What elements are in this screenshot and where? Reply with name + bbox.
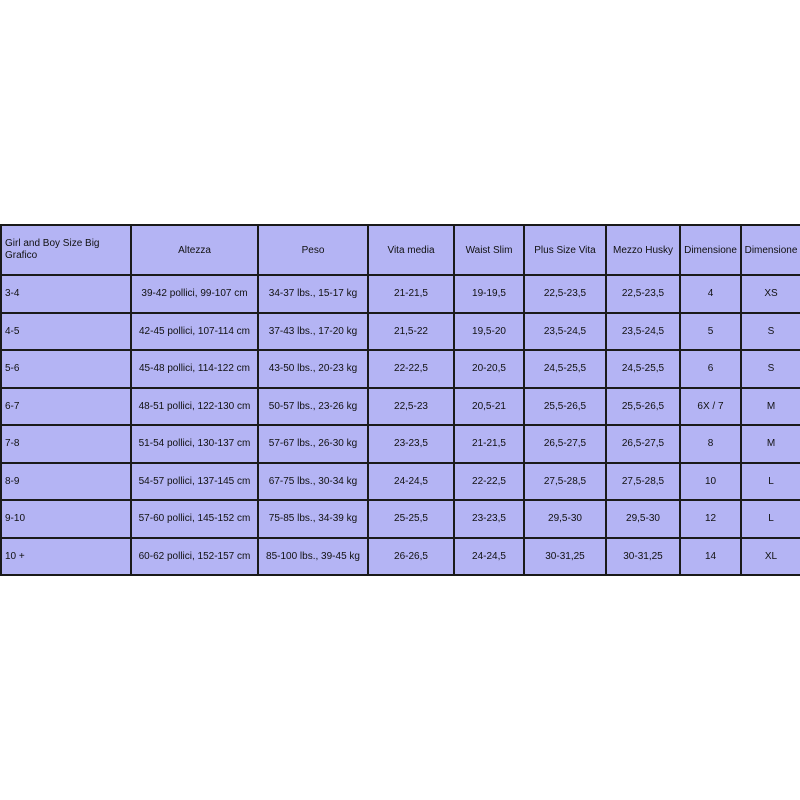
cell-vita-media: 22,5-23 — [368, 388, 454, 426]
table-row — [1, 388, 800, 426]
cell-altezza: 54-57 pollici, 137-145 cm — [131, 463, 258, 501]
cell-plus-size-vita: 27,5-28,5 — [524, 463, 606, 501]
cell-plus-size-vita: 24,5-25,5 — [524, 350, 606, 388]
cell-altezza: 51-54 pollici, 130-137 cm — [131, 425, 258, 463]
cell-altezza: 57-60 pollici, 145-152 cm — [131, 500, 258, 538]
header-peso: Peso — [258, 225, 368, 275]
cell-vita-media: 25-25,5 — [368, 500, 454, 538]
cell-waist-slim: 23-23,5 — [454, 500, 524, 538]
size-chart-table — [0, 224, 800, 576]
cell-mezzo-husky: 23,5-24,5 — [606, 313, 680, 351]
cell-dimensione-letter: M — [741, 388, 800, 426]
cell-altezza: 48-51 pollici, 122-130 cm — [131, 388, 258, 426]
cell-peso: 75-85 lbs., 34-39 kg — [258, 500, 368, 538]
cell-age: 9-10 — [1, 500, 131, 538]
header-altezza: Altezza — [131, 225, 258, 275]
table-row — [1, 500, 800, 538]
cell-peso: 50-57 lbs., 23-26 kg — [258, 388, 368, 426]
cell-waist-slim: 19,5-20 — [454, 313, 524, 351]
cell-waist-slim: 20-20,5 — [454, 350, 524, 388]
cell-plus-size-vita: 30-31,25 — [524, 538, 606, 576]
table-row — [1, 425, 800, 463]
cell-mezzo-husky: 27,5-28,5 — [606, 463, 680, 501]
cell-waist-slim: 21-21,5 — [454, 425, 524, 463]
cell-vita-media: 21-21,5 — [368, 275, 454, 313]
cell-peso: 43-50 lbs., 20-23 kg — [258, 350, 368, 388]
cell-mezzo-husky: 30-31,25 — [606, 538, 680, 576]
header-dimensione-letter: Dimensione — [741, 225, 800, 275]
cell-altezza: 39-42 pollici, 99-107 cm — [131, 275, 258, 313]
cell-vita-media: 26-26,5 — [368, 538, 454, 576]
cell-dimensione-number: 10 — [680, 463, 741, 501]
cell-dimensione-letter: S — [741, 350, 800, 388]
cell-altezza: 60-62 pollici, 152-157 cm — [131, 538, 258, 576]
cell-vita-media: 21,5-22 — [368, 313, 454, 351]
header-chart-title: Girl and Boy Size Big Grafico — [1, 225, 131, 275]
cell-age: 5-6 — [1, 350, 131, 388]
cell-peso: 37-43 lbs., 17-20 kg — [258, 313, 368, 351]
cell-mezzo-husky: 24,5-25,5 — [606, 350, 680, 388]
cell-dimensione-letter: L — [741, 500, 800, 538]
cell-dimensione-letter: XL — [741, 538, 800, 576]
cell-plus-size-vita: 23,5-24,5 — [524, 313, 606, 351]
header-plus-size-vita: Plus Size Vita — [524, 225, 606, 275]
cell-dimensione-number: 5 — [680, 313, 741, 351]
cell-age: 8-9 — [1, 463, 131, 501]
cell-dimensione-number: 14 — [680, 538, 741, 576]
header-vita-media: Vita media — [368, 225, 454, 275]
cell-dimensione-number: 6X / 7 — [680, 388, 741, 426]
cell-dimensione-number: 4 — [680, 275, 741, 313]
table-row — [1, 313, 800, 351]
cell-dimensione-letter: L — [741, 463, 800, 501]
cell-vita-media: 24-24,5 — [368, 463, 454, 501]
table-header-row — [1, 225, 800, 275]
cell-dimensione-letter: XS — [741, 275, 800, 313]
cell-peso: 67-75 lbs., 30-34 kg — [258, 463, 368, 501]
cell-age: 6-7 — [1, 388, 131, 426]
cell-mezzo-husky: 22,5-23,5 — [606, 275, 680, 313]
table-row — [1, 275, 800, 313]
cell-waist-slim: 24-24,5 — [454, 538, 524, 576]
cell-altezza: 45-48 pollici, 114-122 cm — [131, 350, 258, 388]
cell-plus-size-vita: 26,5-27,5 — [524, 425, 606, 463]
cell-plus-size-vita: 22,5-23,5 — [524, 275, 606, 313]
cell-peso: 57-67 lbs., 26-30 kg — [258, 425, 368, 463]
cell-peso: 34-37 lbs., 15-17 kg — [258, 275, 368, 313]
cell-dimensione-number: 8 — [680, 425, 741, 463]
cell-age: 4-5 — [1, 313, 131, 351]
cell-age: 7-8 — [1, 425, 131, 463]
cell-vita-media: 22-22,5 — [368, 350, 454, 388]
header-dimensione-number: Dimensione — [680, 225, 741, 275]
cell-waist-slim: 20,5-21 — [454, 388, 524, 426]
cell-age: 10 + — [1, 538, 131, 576]
cell-altezza: 42-45 pollici, 107-114 cm — [131, 313, 258, 351]
table-row — [1, 350, 800, 388]
cell-age: 3-4 — [1, 275, 131, 313]
cell-peso: 85-100 lbs., 39-45 kg — [258, 538, 368, 576]
cell-plus-size-vita: 25,5-26,5 — [524, 388, 606, 426]
table-row — [1, 463, 800, 501]
cell-waist-slim: 19-19,5 — [454, 275, 524, 313]
cell-plus-size-vita: 29,5-30 — [524, 500, 606, 538]
cell-dimensione-letter: S — [741, 313, 800, 351]
cell-mezzo-husky: 29,5-30 — [606, 500, 680, 538]
cell-dimensione-number: 6 — [680, 350, 741, 388]
cell-mezzo-husky: 25,5-26,5 — [606, 388, 680, 426]
table-row — [1, 538, 800, 576]
cell-mezzo-husky: 26,5-27,5 — [606, 425, 680, 463]
header-mezzo-husky: Mezzo Husky — [606, 225, 680, 275]
cell-waist-slim: 22-22,5 — [454, 463, 524, 501]
header-waist-slim: Waist Slim — [454, 225, 524, 275]
cell-vita-media: 23-23,5 — [368, 425, 454, 463]
cell-dimensione-letter: M — [741, 425, 800, 463]
cell-dimensione-number: 12 — [680, 500, 741, 538]
